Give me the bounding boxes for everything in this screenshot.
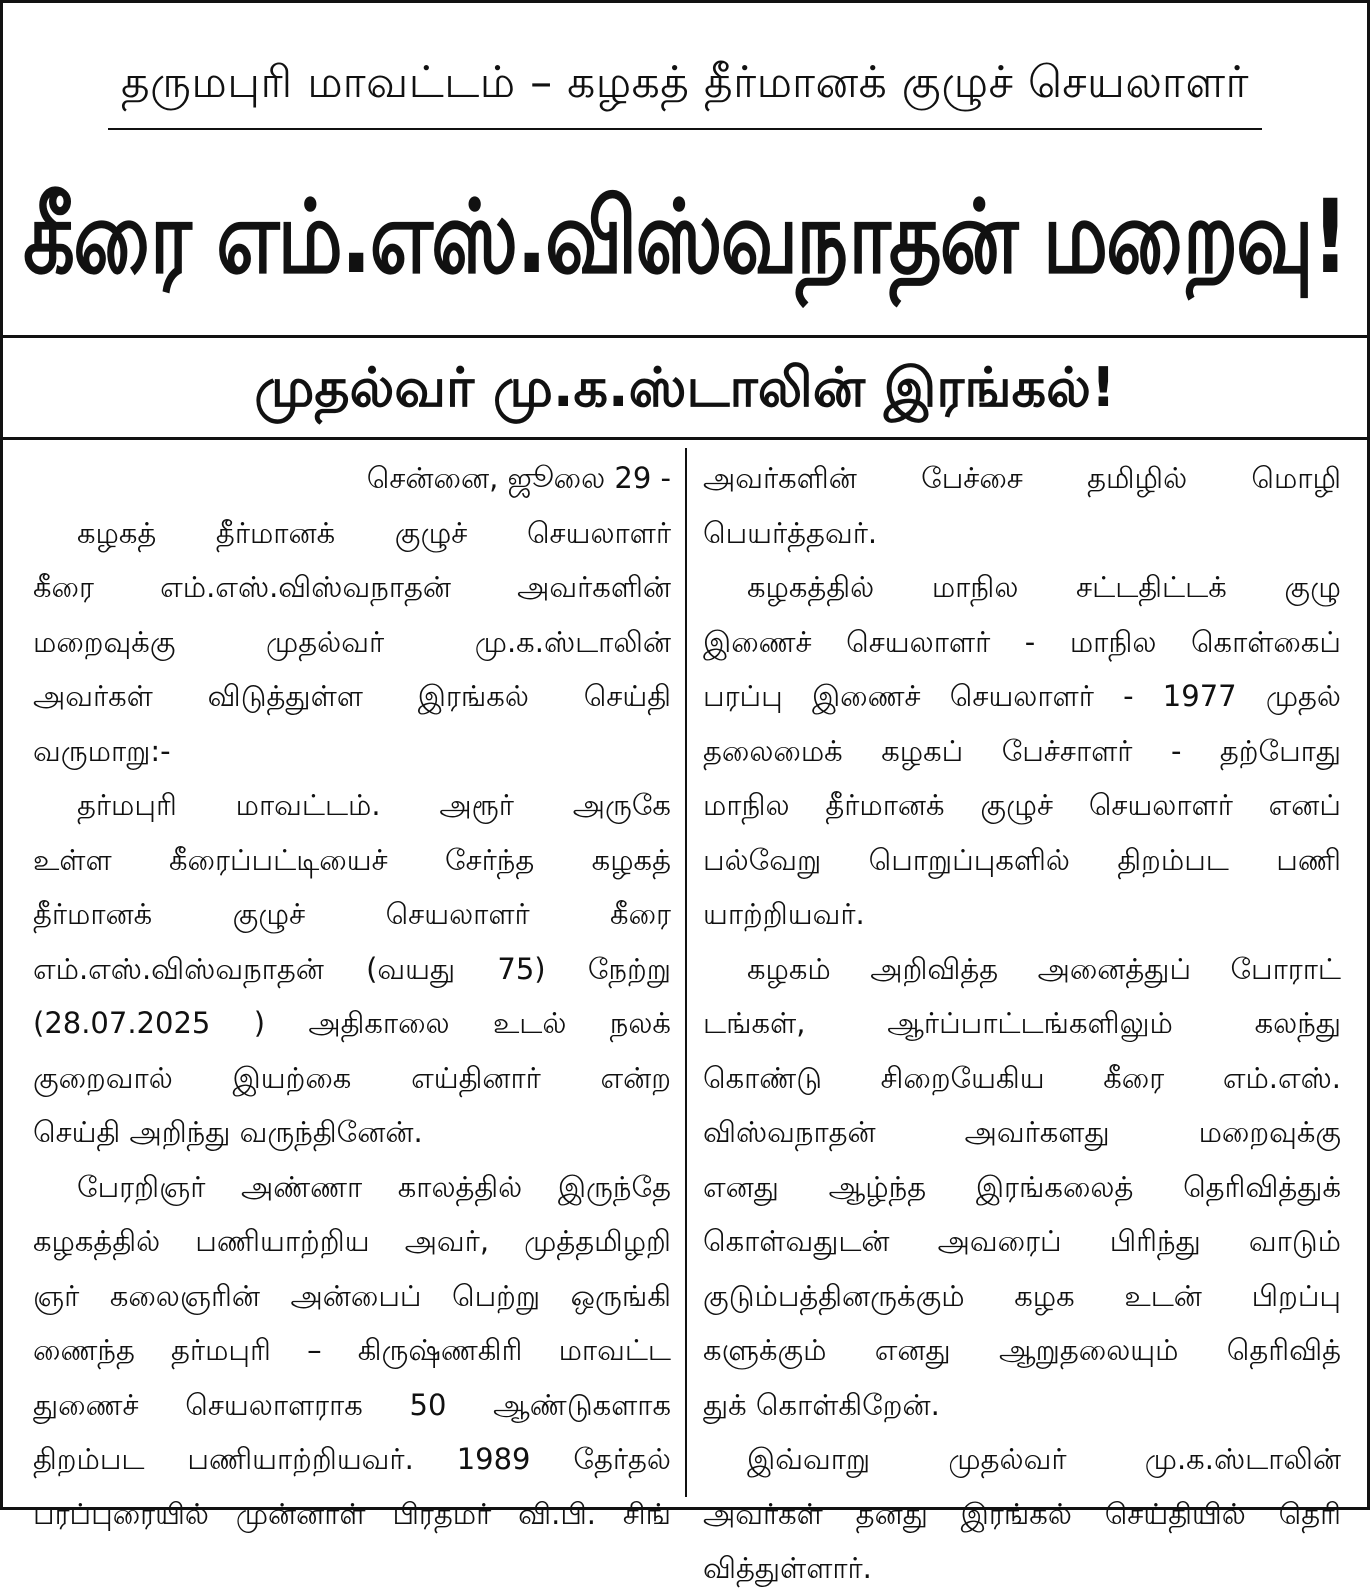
body-line: அவர்கள் விடுத்துள்ள இரங்கல் செய்தி: [33, 679, 671, 713]
body-line: குடும்பத்தினருக்கும் கழக உடன் பிறப்பு: [703, 1278, 1341, 1313]
article-column-right: [703, 451, 1341, 1585]
body-line: கொண்டு சிறையேகிய கீரை எம்.எஸ்.: [703, 1060, 1341, 1095]
body-line: கழகத்தில் மாநில சட்டதிட்டக் குழு: [747, 570, 1341, 604]
body-line: மறைவுக்கு முதல்வர் மு.க.ஸ்டாலின்: [33, 624, 671, 659]
divider-bottom: [3, 437, 1367, 440]
body-line: செய்தி அறிந்து வருந்தினேன்.: [33, 1115, 423, 1149]
body-line: பல்வேறு பொறுப்புகளில் திறம்பட பணி: [703, 842, 1341, 877]
body-line: துக் கொள்கிறேன்.: [703, 1387, 940, 1422]
body-line: கொள்வதுடன் அவரைப் பிரிந்து வாடும்: [703, 1224, 1341, 1258]
body-line: (28.07.2025 ) அதிகாலை உடல் நலக்: [33, 1006, 671, 1040]
body-line: தர்மபுரி மாவட்டம். அரூர் அருகே: [77, 788, 671, 822]
body-line: டங்கள், ஆர்ப்பாட்டங்களிலும் கலந்து: [703, 1006, 1341, 1040]
dateline: சென்னை, ஜூலை 29 -: [366, 461, 671, 495]
body-line: கீரை எம்.எஸ்.விஸ்வநாதன் அவர்களின்: [33, 570, 671, 604]
body-line: எம்.எஸ்.விஸ்வநாதன் (வயது 75) நேற்று: [33, 951, 671, 986]
body-line: பரப்புரையில் முன்னாள் பிரதமர் வி.பி. சிங்: [33, 1496, 671, 1531]
body-line: பரப்பு இணைச் செயலாளர் - 1977 முதல்: [703, 679, 1341, 713]
body-line: கழகம் அறிவித்த அனைத்துப் போராட்: [747, 951, 1341, 986]
body-line: பெயர்த்தவர்.: [703, 515, 878, 550]
body-line: களுக்கும் எனது ஆறுதலையும் தெரிவித்: [703, 1333, 1341, 1367]
subheadline: முதல்வர் மு.க.ஸ்டாலின் இரங்கல்!: [254, 356, 1116, 419]
body-line: மாநில தீர்மானக் குழுச் செயலாளர் எனப்: [703, 788, 1341, 822]
body-line: இவ்வாறு முதல்வர் மு.க.ஸ்டாலின்: [747, 1442, 1341, 1476]
body-line: திறம்பட பணியாற்றியவர். 1989 தேர்தல்: [33, 1442, 671, 1476]
body-line: கழகத்தில் பணியாற்றிய அவர், முத்தமிழறி: [33, 1224, 671, 1258]
body-line: வருமாறு:-: [33, 733, 171, 768]
body-line: ணைந்த தர்மபுரி – கிருஷ்ணகிரி மாவட்ட: [33, 1333, 671, 1367]
body-line: குறைவால் இயற்கை எய்தினார் என்ற: [33, 1060, 671, 1095]
body-line: தலைமைக் கழகப் பேச்சாளர் - தற்போது: [703, 733, 1341, 768]
body-line: பேரறிஞர் அண்ணா காலத்தில் இருந்தே: [77, 1169, 671, 1204]
body-line: யாற்றியவர்.: [703, 897, 865, 931]
body-line: தீர்மானக் குழுச் செயலாளர் கீரை: [33, 897, 671, 931]
body-line: துணைச் செயலாளராக 50 ஆண்டுகளாக: [33, 1387, 671, 1422]
body-line: கழகத் தீர்மானக் குழுச் செயலாளர்: [77, 515, 671, 550]
body-line: ஞர் கலைஞரின் அன்பைப் பெற்று ஒருங்கி: [33, 1278, 671, 1313]
kicker-line: தருமபுரி மாவட்டம் – கழகத் தீர்மானக் குழுச் செயலாளர்: [120, 57, 1250, 108]
article-column-left: [33, 451, 671, 1531]
body-line: எனது ஆழ்ந்த இரங்கலைத் தெரிவித்துக்: [703, 1169, 1341, 1204]
body-line: அவர்களின் பேச்சை தமிழில் மொழி: [703, 461, 1341, 495]
column-divider: [685, 448, 687, 1497]
body-line: விஸ்வநாதன் அவர்களது மறைவுக்கு: [703, 1115, 1341, 1149]
body-line: அவர்கள் தனது இரங்கல் செய்தியில் தெரி: [703, 1496, 1341, 1531]
body-line: வித்துள்ளார்.: [703, 1551, 872, 1585]
body-line: உள்ள கீரைப்பட்டியைச் சேர்ந்த கழகத்: [33, 842, 671, 877]
body-line: இணைச் செயலாளர் - மாநில கொள்கைப்: [703, 624, 1341, 659]
headline: கீரை எம்.எஸ்.விஸ்வநாதன் மறைவு!: [23, 179, 1347, 297]
